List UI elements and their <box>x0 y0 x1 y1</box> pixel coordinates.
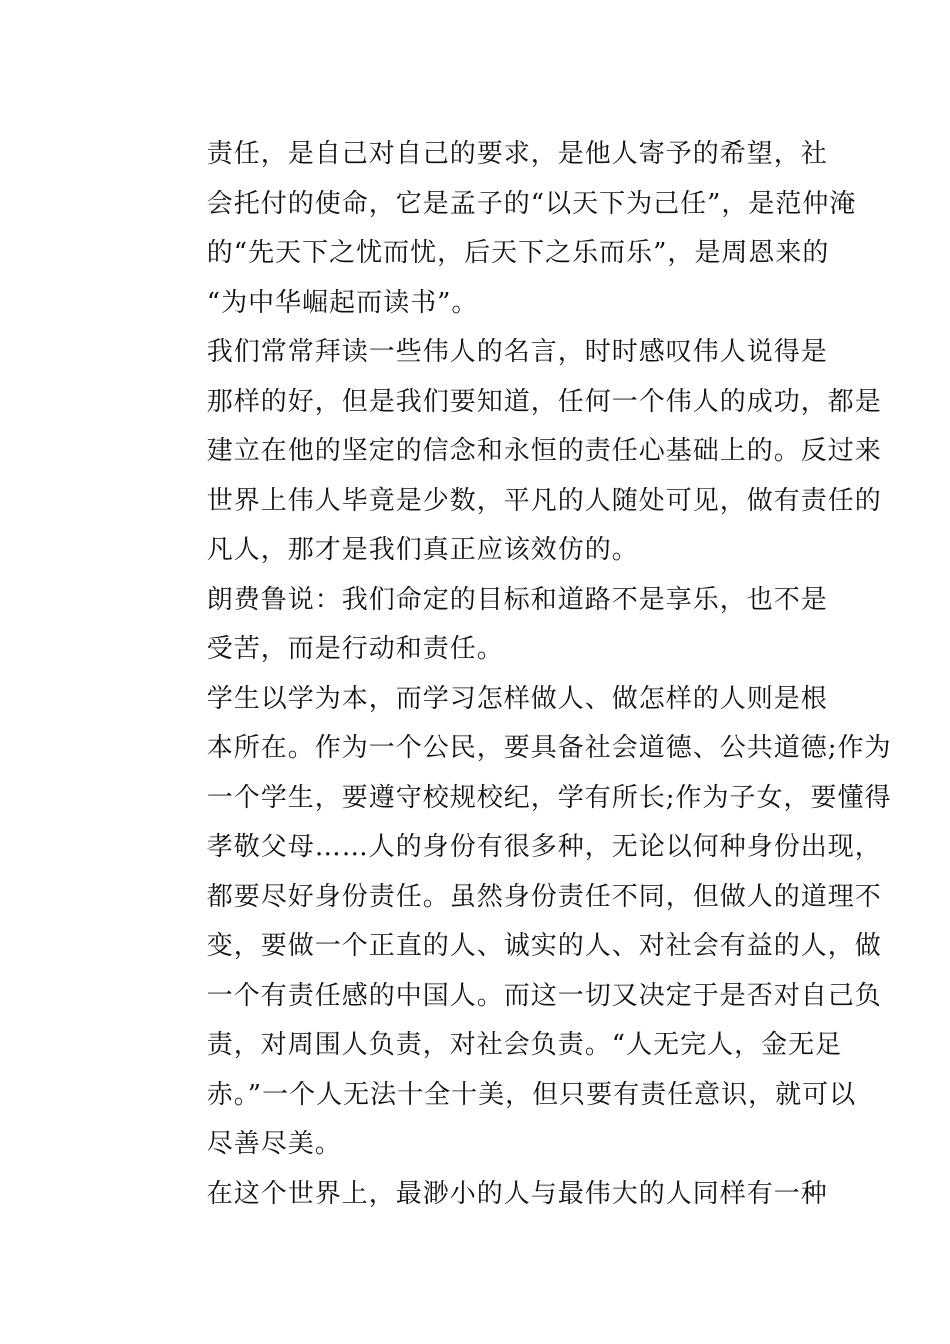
text-line: 尽善尽美。 <box>206 1129 342 1159</box>
text-line: 学生以学为本，而学习怎样做人、做怎样的人则是根 <box>206 683 828 714</box>
text-line: 那样的好，但是我们要知道，任何一个伟人的成功，都是 <box>206 386 882 417</box>
paragraph <box>147 130 857 328</box>
text-line: 一个学生，要遵守校规校纪，学有所长;作为子女，要懂得 <box>206 782 892 813</box>
text-line: 一个有责任感的中国人。而这一切又决定于是否对自己负 <box>206 980 882 1011</box>
text-line: 责，对周围人负责，对社会负责。“人无完人，金无足 <box>206 1030 843 1060</box>
text-line: 我们常常拜读一些伟人的名言，时时感叹伟人说得是 <box>206 337 828 367</box>
text-line: 凡人，那才是我们真正应该效仿的。 <box>206 535 639 565</box>
document-body <box>147 130 892 1219</box>
paragraph <box>147 1170 828 1220</box>
text-line: 责任，是自己对自己的要求，是他人寄予的希望，社 <box>206 139 828 169</box>
text-line: 赤。”一个人无法十全十美，但只要有责任意识，就可以 <box>206 1079 857 1110</box>
paragraph <box>147 328 882 576</box>
text-line: 受苦，而是行动和责任。 <box>206 634 504 664</box>
text-line: 朗费鲁说：我们命定的目标和道路不是享乐，也不是 <box>206 584 828 615</box>
text-line: 在这个世界上，最渺小的人与最伟大的人同样有一种 <box>206 1178 828 1209</box>
text-line: 建立在他的坚定的信念和永恒的责任心基础上的。反过来 <box>206 436 882 466</box>
text-line: 会托付的使命，它是孟子的“以天下为己任”，是范仲淹 <box>206 188 857 219</box>
text-line: 都要尽好身份责任。虽然身份责任不同，但做人的道理不 <box>206 881 882 912</box>
text-line: 孝敬父母……人的身份有很多种，无论以何种身份出现， <box>206 832 882 862</box>
text-line: 变，要做一个正直的人、诚实的人、对社会有益的人，做 <box>206 931 882 961</box>
text-line: 的“先天下之忧而忧，后天下之乐而乐”，是周恩来的 <box>206 238 830 268</box>
text-line: 本所在。作为一个公民，要具备社会道德、公共道德;作为 <box>206 733 892 763</box>
text-line: “为中华崛起而读书”。 <box>206 287 479 318</box>
paragraph <box>147 576 828 675</box>
text-line: 世界上伟人毕竟是少数，平凡的人随处可见，做有责任的 <box>206 485 882 516</box>
paragraph <box>147 675 892 1170</box>
